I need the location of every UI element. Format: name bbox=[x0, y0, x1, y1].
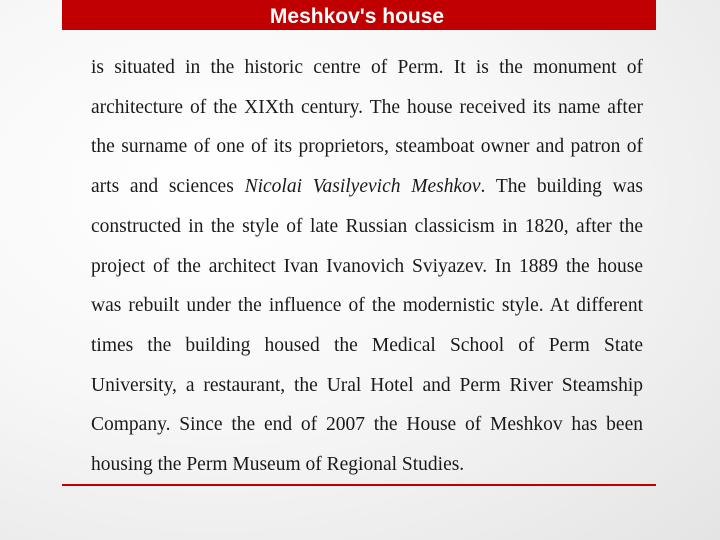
paragraph-text-part1: is situated in the historic centre of Perm. It is the monument of architecture of the XIXth century. The house received its name after the surname of one of its proprietors, steamboat owner and patron of arts and sciences bbox=[91, 57, 643, 198]
proprietor-name: Nicolai Vasilyevich Meshkov bbox=[244, 176, 481, 198]
paragraph-text-part2: . The building was constructed in the style of late Russian classicism in 1820, after the project of the architect Ivan Ivanovich Sviyazev. In 1889 the house was rebuilt under the influence of the modernistic style. At different times the building housed the Medical School of Perm State University, a restaurant, the Ural Hotel and Perm River Steamship Company. Since the end of 2007 the House of Meshkov has been housing the Perm Museum of Regional Studies. bbox=[91, 176, 643, 476]
title-bar bbox=[62, 0, 656, 30]
body-paragraph bbox=[91, 48, 643, 485]
slide-title: Meshkov's house bbox=[269, 5, 445, 28]
bottom-divider bbox=[62, 484, 656, 486]
